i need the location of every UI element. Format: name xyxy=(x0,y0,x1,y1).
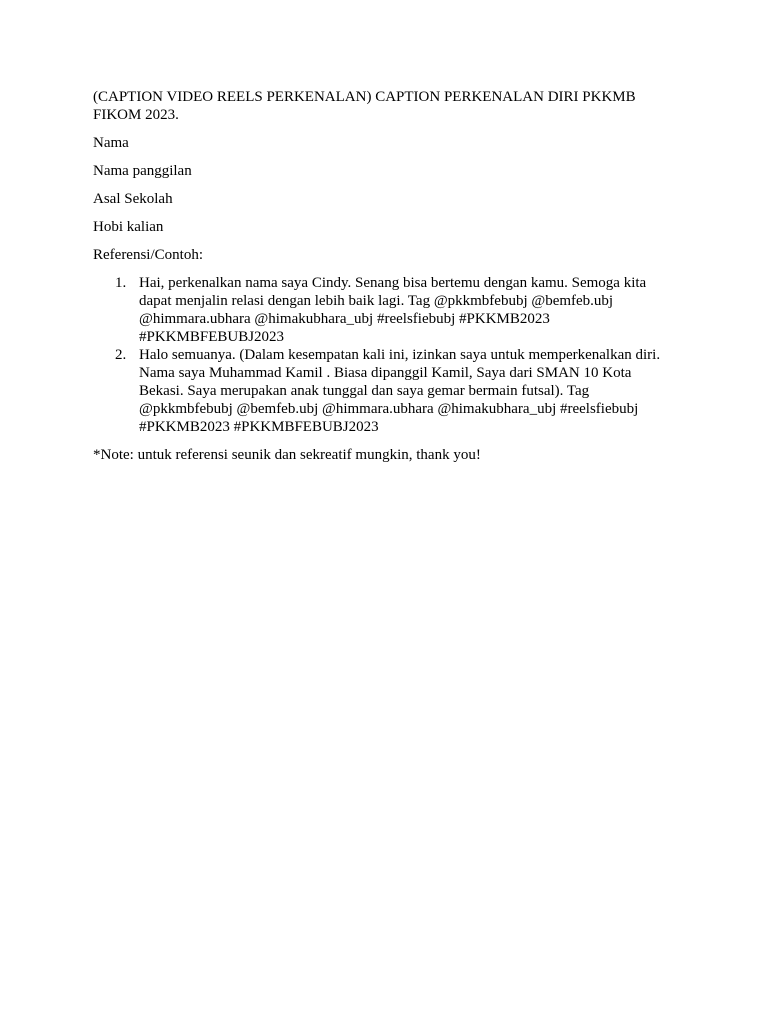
list-item-text: Hai, perkenalkan nama saya Cindy. Senang bisa bertemu dengan kamu. Semoga kita dapat menjalin relasi dengan lebih baik lagi. Tag @pkkmbfebubj @bemfeb.ubj @himmara.ubhara @himakubhara_ubj #reelsfiebubj #PKKMB2023 #PKKMBFEBUBJ2023 xyxy=(139,275,647,345)
document-title: (CAPTION VIDEO REELS PERKENALAN) CAPTION PERKENALAN DIRI PKKMB FIKOM 2023. xyxy=(93,89,636,123)
note-text: *Note: untuk referensi seunik dan sekreatif mungkin, thank you! xyxy=(93,447,481,463)
field-nama: Nama xyxy=(93,135,129,151)
reference-list xyxy=(93,274,673,436)
field-nama-panggilan: Nama panggilan xyxy=(93,163,192,179)
list-item xyxy=(93,346,673,436)
list-item-number: 2. xyxy=(115,347,127,363)
field-asal-sekolah: Asal Sekolah xyxy=(93,191,173,207)
list-item-text: Halo semuanya. (Dalam kesempatan kali ini, izinkan saya untuk memperkenalkan diri. Nama saya Muhammad Kamil . Biasa dipanggil Kamil, Saya dari SMAN 10 Kota Bekasi. Saya merupakan anak tunggal dan saya gemar bermain futsal). Tag @pkkmbfebubj @bemfeb.ubj @himmara.ubhara @himakubhara_ubj #reelsfiebubj #PKKMB2023 #PKKMBFEBUBJ2023 xyxy=(139,347,661,435)
reference-heading: Referensi/Contoh: xyxy=(93,247,203,263)
document-body xyxy=(93,88,673,474)
list-item xyxy=(93,274,673,346)
field-hobi: Hobi kalian xyxy=(93,219,164,235)
list-item-number: 1. xyxy=(115,275,127,291)
